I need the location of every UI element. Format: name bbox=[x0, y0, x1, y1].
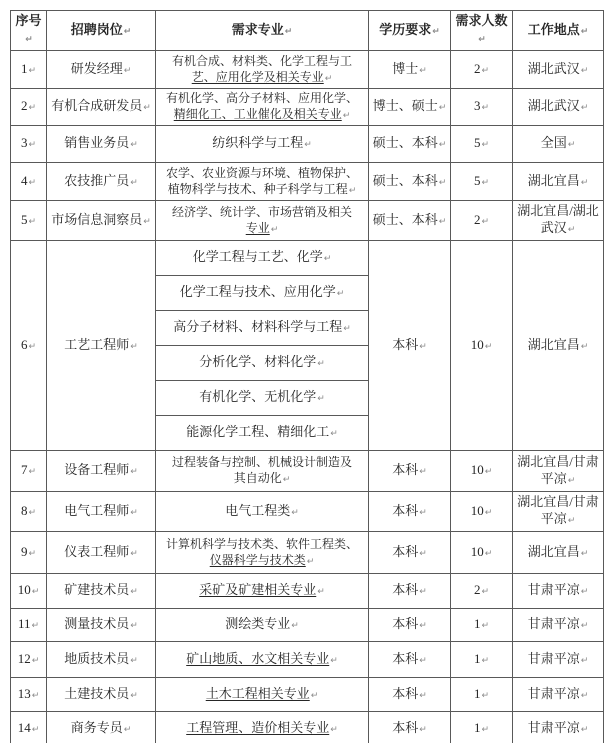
return-mark: ↵ bbox=[580, 26, 589, 37]
return-mark: ↵ bbox=[31, 621, 40, 631]
return-mark: ↵ bbox=[419, 548, 427, 559]
return-mark: ↵ bbox=[28, 467, 37, 477]
return-mark: ↵ bbox=[484, 507, 493, 518]
cell-education: 本科↵ bbox=[369, 532, 451, 574]
cell-major: 矿山地质、水文相关专业↵ bbox=[156, 642, 369, 678]
cell-headcount: 10↵ bbox=[451, 451, 513, 492]
return-mark: ↵ bbox=[481, 177, 490, 188]
return-mark: ↵ bbox=[324, 73, 333, 84]
return-mark: ↵ bbox=[306, 556, 315, 567]
cell-location: 湖北宜昌↵ bbox=[513, 241, 604, 451]
return-mark: ↵ bbox=[484, 467, 493, 477]
return-mark: ↵ bbox=[130, 140, 138, 150]
return-mark: ↵ bbox=[348, 185, 357, 196]
return-mark: ↵ bbox=[481, 725, 490, 735]
cell-headcount: 2↵ bbox=[451, 574, 513, 609]
cell-headcount: 1↵ bbox=[451, 642, 513, 678]
return-mark: ↵ bbox=[580, 548, 589, 559]
return-mark: ↵ bbox=[28, 65, 37, 76]
cell-headcount: 5↵ bbox=[451, 126, 513, 163]
table-row bbox=[11, 609, 604, 642]
cell-headcount: 1↵ bbox=[451, 712, 513, 743]
return-mark: ↵ bbox=[481, 103, 490, 113]
return-mark: ↵ bbox=[342, 111, 351, 121]
cell-no: 2↵ bbox=[11, 89, 47, 126]
return-mark: ↵ bbox=[580, 725, 589, 735]
table-row bbox=[11, 241, 604, 276]
cell-no: 13↵ bbox=[11, 678, 47, 712]
cell-position: 工艺工程师↵ bbox=[47, 241, 156, 451]
return-mark: ↵ bbox=[419, 507, 427, 518]
cell-position: 测量技术员↵ bbox=[47, 609, 156, 642]
cell-position: 商务专员↵ bbox=[47, 712, 156, 743]
cell-major: 计算机科学与技术类、软件工程类、 仪器科学与技术类↵ bbox=[156, 532, 369, 574]
return-mark: ↵ bbox=[123, 725, 132, 735]
return-mark: ↵ bbox=[419, 467, 427, 477]
cell-education: 本科↵ bbox=[369, 678, 451, 712]
cell-no: 6↵ bbox=[11, 241, 47, 451]
cell-major: 能源化学工程、精细化工↵ bbox=[156, 416, 369, 451]
table-header-row bbox=[11, 11, 604, 51]
cell-education: 本科↵ bbox=[369, 642, 451, 678]
return-mark: ↵ bbox=[304, 140, 312, 150]
cell-location: 甘肃平凉↵ bbox=[513, 642, 604, 678]
cell-education: 本科↵ bbox=[369, 492, 451, 532]
cell-education: 博士、硕士↵ bbox=[369, 89, 451, 126]
cell-major: 采矿及矿建相关专业↵ bbox=[156, 574, 369, 609]
return-mark: ↵ bbox=[419, 621, 427, 631]
cell-major: 高分子材料、材料科学与工程↵ bbox=[156, 311, 369, 346]
cell-no: 7↵ bbox=[11, 451, 47, 492]
return-mark: ↵ bbox=[31, 725, 40, 735]
cell-major: 化学工程与技术、应用化学↵ bbox=[156, 276, 369, 311]
cell-location: 湖北宜昌/甘肃平凉↵ bbox=[513, 451, 604, 492]
return-mark: ↵ bbox=[478, 35, 486, 45]
cell-headcount: 1↵ bbox=[451, 678, 513, 712]
return-mark: ↵ bbox=[580, 103, 589, 113]
table-row bbox=[11, 532, 604, 574]
table-row bbox=[11, 642, 604, 678]
cell-education: 硕士、本科↵ bbox=[369, 126, 451, 163]
cell-major: 农学、农业资源与环境、植物保护、 植物科学与技术、种子科学与工程↵ bbox=[156, 163, 369, 201]
return-mark: ↵ bbox=[317, 587, 325, 597]
cell-major: 分析化学、材料化学↵ bbox=[156, 346, 369, 381]
return-mark: ↵ bbox=[438, 177, 447, 188]
cell-major: 有机合成、材料类、化学工程与工 艺、应用化学及相关专业↵ bbox=[156, 51, 369, 89]
return-mark: ↵ bbox=[270, 224, 279, 235]
return-mark: ↵ bbox=[130, 341, 138, 352]
return-mark: ↵ bbox=[143, 216, 151, 227]
cell-education: 硕士、本科↵ bbox=[369, 201, 451, 241]
cell-major: 有机化学、无机化学↵ bbox=[156, 381, 369, 416]
return-mark: ↵ bbox=[291, 507, 299, 518]
return-mark: ↵ bbox=[580, 655, 589, 666]
return-mark: ↵ bbox=[419, 587, 427, 597]
cell-position: 市场信息洞察员↵ bbox=[47, 201, 156, 241]
return-mark: ↵ bbox=[419, 725, 427, 735]
cell-position: 设备工程师↵ bbox=[47, 451, 156, 492]
return-mark: ↵ bbox=[419, 655, 427, 666]
return-mark: ↵ bbox=[481, 216, 490, 227]
return-mark: ↵ bbox=[130, 655, 138, 666]
cell-major: 电气工程类↵ bbox=[156, 492, 369, 532]
cell-major: 经济学、统计学、市场营销及相关 专业↵ bbox=[156, 201, 369, 241]
return-mark: ↵ bbox=[580, 587, 589, 597]
return-mark: ↵ bbox=[419, 65, 427, 76]
return-mark: ↵ bbox=[130, 587, 138, 597]
return-mark: ↵ bbox=[284, 26, 293, 37]
cell-headcount: 10↵ bbox=[451, 241, 513, 451]
return-mark: ↵ bbox=[567, 225, 576, 235]
cell-location: 湖北宜昌/湖北武汉↵ bbox=[513, 201, 604, 241]
cell-headcount: 2↵ bbox=[451, 51, 513, 89]
return-mark: ↵ bbox=[317, 394, 325, 404]
table-row bbox=[11, 451, 604, 492]
table-row bbox=[11, 492, 604, 532]
cell-headcount: 10↵ bbox=[451, 532, 513, 574]
return-mark: ↵ bbox=[580, 341, 589, 352]
return-mark: ↵ bbox=[330, 655, 338, 666]
return-mark: ↵ bbox=[484, 548, 493, 559]
return-mark: ↵ bbox=[28, 548, 37, 559]
cell-no: 12↵ bbox=[11, 642, 47, 678]
return-mark: ↵ bbox=[31, 587, 40, 597]
cell-position: 销售业务员↵ bbox=[47, 126, 156, 163]
header-major: 需求专业↵ bbox=[156, 11, 369, 51]
cell-location: 湖北宜昌/甘肃平凉↵ bbox=[513, 492, 604, 532]
cell-no: 9↵ bbox=[11, 532, 47, 574]
table-row bbox=[11, 163, 604, 201]
cell-position: 电气工程师↵ bbox=[47, 492, 156, 532]
return-mark: ↵ bbox=[419, 341, 427, 352]
cell-position: 仪表工程师↵ bbox=[47, 532, 156, 574]
cell-no: 3↵ bbox=[11, 126, 47, 163]
return-mark: ↵ bbox=[481, 690, 490, 701]
return-mark: ↵ bbox=[330, 429, 338, 439]
return-mark: ↵ bbox=[481, 621, 490, 631]
return-mark: ↵ bbox=[567, 516, 576, 526]
return-mark: ↵ bbox=[28, 507, 37, 518]
return-mark: ↵ bbox=[31, 655, 40, 666]
return-mark: ↵ bbox=[291, 621, 299, 631]
cell-location: 湖北武汉↵ bbox=[513, 89, 604, 126]
return-mark: ↵ bbox=[580, 177, 589, 188]
return-mark: ↵ bbox=[438, 103, 447, 113]
cell-education: 本科↵ bbox=[369, 574, 451, 609]
cell-education: 本科↵ bbox=[369, 241, 451, 451]
cell-education: 硕士、本科↵ bbox=[369, 163, 451, 201]
return-mark: ↵ bbox=[31, 690, 40, 701]
cell-education: 博士↵ bbox=[369, 51, 451, 89]
header-location: 工作地点↵ bbox=[513, 11, 604, 51]
header-position: 招聘岗位↵ bbox=[47, 11, 156, 51]
cell-no: 5↵ bbox=[11, 201, 47, 241]
cell-location: 甘肃平凉↵ bbox=[513, 712, 604, 743]
cell-education: 本科↵ bbox=[369, 451, 451, 492]
table-row bbox=[11, 712, 604, 743]
return-mark: ↵ bbox=[432, 26, 440, 37]
cell-headcount: 10↵ bbox=[451, 492, 513, 532]
cell-position: 农技推广员↵ bbox=[47, 163, 156, 201]
return-mark: ↵ bbox=[481, 65, 490, 76]
cell-no: 10↵ bbox=[11, 574, 47, 609]
return-mark: ↵ bbox=[336, 289, 345, 299]
cell-position: 矿建技术员↵ bbox=[47, 574, 156, 609]
cell-major: 纺织科学与工程↵ bbox=[156, 126, 369, 163]
return-mark: ↵ bbox=[28, 103, 37, 113]
return-mark: ↵ bbox=[130, 548, 138, 559]
return-mark: ↵ bbox=[567, 140, 576, 150]
cell-major: 化学工程与工艺、化学↵ bbox=[156, 241, 369, 276]
return-mark: ↵ bbox=[323, 254, 332, 264]
return-mark: ↵ bbox=[25, 35, 33, 45]
cell-position: 土建技术员↵ bbox=[47, 678, 156, 712]
cell-no: 11↵ bbox=[11, 609, 47, 642]
cell-major: 过程装备与控制、机械设计制造及 其自动化↵ bbox=[156, 451, 369, 492]
cell-no: 14↵ bbox=[11, 712, 47, 743]
table-row bbox=[11, 201, 604, 241]
return-mark: ↵ bbox=[310, 690, 319, 701]
cell-location: 湖北武汉↵ bbox=[513, 51, 604, 89]
return-mark: ↵ bbox=[330, 725, 338, 735]
cell-no: 8↵ bbox=[11, 492, 47, 532]
return-mark: ↵ bbox=[438, 140, 447, 150]
return-mark: ↵ bbox=[28, 177, 37, 188]
return-mark: ↵ bbox=[130, 507, 138, 518]
return-mark: ↵ bbox=[123, 65, 132, 76]
return-mark: ↵ bbox=[580, 690, 589, 701]
cell-major: 土木工程相关专业↵ bbox=[156, 678, 369, 712]
table-row bbox=[11, 678, 604, 712]
cell-position: 有机合成研发员↵ bbox=[47, 89, 156, 126]
return-mark: ↵ bbox=[28, 216, 37, 227]
return-mark: ↵ bbox=[438, 216, 447, 227]
return-mark: ↵ bbox=[123, 26, 132, 37]
return-mark: ↵ bbox=[130, 467, 138, 477]
cell-major: 工程管理、造价相关专业↵ bbox=[156, 712, 369, 743]
header-headcount: 需求人数↵ bbox=[451, 11, 513, 51]
return-mark: ↵ bbox=[481, 140, 490, 150]
return-mark: ↵ bbox=[343, 324, 351, 334]
header-education: 学历要求↵ bbox=[369, 11, 451, 51]
return-mark: ↵ bbox=[481, 655, 490, 666]
cell-no: 4↵ bbox=[11, 163, 47, 201]
cell-headcount: 1↵ bbox=[451, 609, 513, 642]
cell-position: 地质技术员↵ bbox=[47, 642, 156, 678]
return-mark: ↵ bbox=[130, 690, 138, 701]
return-mark: ↵ bbox=[317, 359, 325, 369]
return-mark: ↵ bbox=[28, 341, 37, 352]
table-row bbox=[11, 126, 604, 163]
cell-location: 甘肃平凉↵ bbox=[513, 609, 604, 642]
recruitment-table bbox=[10, 10, 604, 743]
return-mark: ↵ bbox=[580, 65, 589, 76]
table-row bbox=[11, 51, 604, 89]
return-mark: ↵ bbox=[130, 621, 138, 631]
cell-education: 本科↵ bbox=[369, 609, 451, 642]
cell-location: 湖北宜昌↵ bbox=[513, 532, 604, 574]
cell-headcount: 2↵ bbox=[451, 201, 513, 241]
cell-headcount: 3↵ bbox=[451, 89, 513, 126]
cell-location: 湖北宜昌↵ bbox=[513, 163, 604, 201]
return-mark: ↵ bbox=[143, 103, 151, 113]
cell-location: 全国↵ bbox=[513, 126, 604, 163]
cell-headcount: 5↵ bbox=[451, 163, 513, 201]
return-mark: ↵ bbox=[28, 140, 37, 150]
cell-major: 测绘类专业↵ bbox=[156, 609, 369, 642]
return-mark: ↵ bbox=[282, 475, 291, 485]
table-row bbox=[11, 89, 604, 126]
cell-location: 甘肃平凉↵ bbox=[513, 574, 604, 609]
cell-education: 本科↵ bbox=[369, 712, 451, 743]
return-mark: ↵ bbox=[130, 177, 138, 188]
cell-position: 研发经理↵ bbox=[47, 51, 156, 89]
return-mark: ↵ bbox=[580, 621, 589, 631]
cell-major: 有机化学、高分子材料、应用化学、 精细化工、工业催化及相关专业↵ bbox=[156, 89, 369, 126]
return-mark: ↵ bbox=[481, 587, 490, 597]
return-mark: ↵ bbox=[419, 690, 427, 701]
return-mark: ↵ bbox=[484, 341, 493, 352]
table-row bbox=[11, 574, 604, 609]
header-no: 序号↵ bbox=[11, 11, 47, 51]
cell-location: 甘肃平凉↵ bbox=[513, 678, 604, 712]
return-mark: ↵ bbox=[567, 475, 576, 486]
cell-no: 1↵ bbox=[11, 51, 47, 89]
